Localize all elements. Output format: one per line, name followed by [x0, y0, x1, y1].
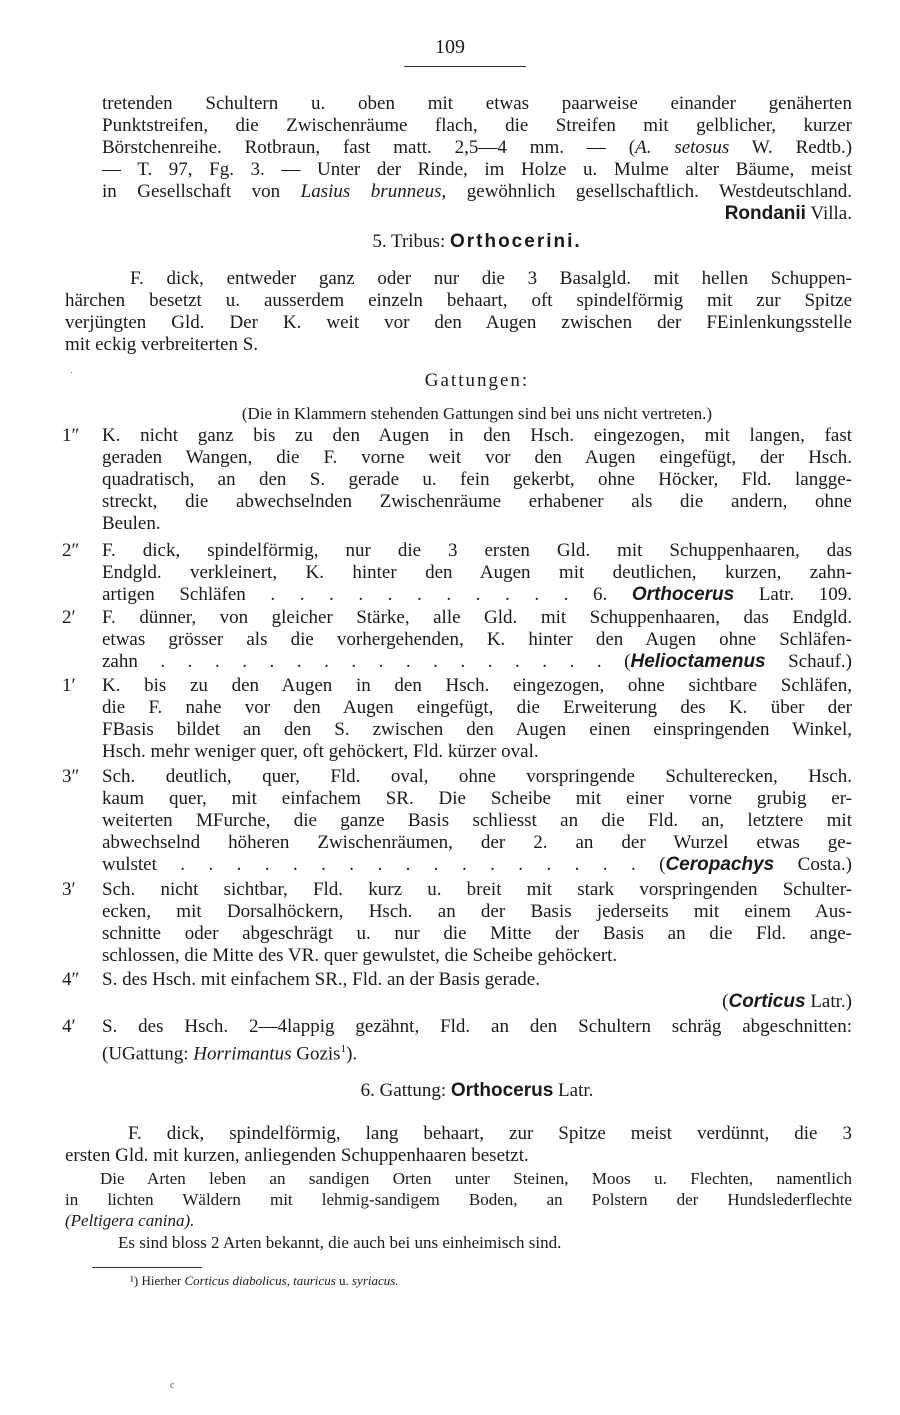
key-number: 4″ [62, 969, 80, 990]
key-line: K. bis zu den Augen in den Hsch. eingezogen, ohne sichtbare Schläfen, [102, 675, 852, 696]
text-line: mit eckig verbreiterten S. [65, 334, 259, 355]
text-span: Börstchenreihe. Rotbraun, fast matt. 2,5—4 mm. — [102, 137, 606, 158]
text-line: ersten Gld. mit kurzen, anliegenden Schuppenhaaren besetzt. [65, 1145, 529, 1166]
text-line [102, 181, 852, 203]
text-line: härchen besetzt u. ausserdem einzeln behaart, oft spindelförmig mit zur Spitze [65, 290, 852, 311]
key-line: S. des Hsch. mit einfachem SR., Fld. an der Basis gerade. [102, 969, 540, 990]
key-line: S. des Hsch. 2—4lappig gezähnt, Fld. an den Schultern schräg abgeschnitten: [102, 1016, 852, 1037]
key-line: FBasis bildet an den S. zwischen den Augen einen einspringenden Winkel, [102, 719, 852, 740]
text-line: F. dick, spindelförmig, lang behaart, zur Spitze meist verdünnt, die 3 [128, 1123, 852, 1144]
key-line: wulstet . . . . . . . . . . . . . . . . . (Ceropachys Costa.) [102, 854, 853, 875]
key-line: quadratisch, an den S. gerade u. fein gekerbt, ohne Höcker, Fld. langge- [102, 469, 852, 490]
text-line: Punktstreifen, die Zwischenräume flach, die Streifen mit gelblicher, kurzer [102, 115, 852, 136]
key-line: ecken, mit Dorsalhöckern, Hsch. an der Basis jederseits mit einem Aus- [102, 901, 852, 922]
key-line: etwas grösser als die vorhergehenden, K. hinter den Augen ohne Schläfen- [102, 629, 852, 650]
key-line: Endgld. verkleinert, K. hinter den Augen mit deutlichen, kurzen, zahn- [102, 562, 852, 583]
footnote-rule [92, 1267, 202, 1268]
key-line: F. dünner, von gleicher Stärke, alle Gld. mit Schuppenhaaren, das Endgld. [102, 607, 852, 628]
species-rondanii: Rondanii Villa. [724, 203, 852, 224]
gattungen-note: (Die in Klammern stehenden Gattungen sind bei uns nicht vertreten.) [241, 404, 713, 423]
footnote: ¹) Hierher Corticus diabolicus, tauricus u. syriacus. [130, 1273, 399, 1288]
key-number: 1′ [62, 675, 76, 696]
key-result: (Corticus Latr.) [722, 991, 852, 1012]
key-line: K. nicht ganz bis zu den Augen in den Hsch. eingezogen, mit langen, fast [102, 425, 852, 446]
key-number: 2′ [62, 607, 76, 628]
genus-helioctamenus: Helioctamenus [630, 651, 766, 672]
genus-orthocerus: Orthocerus [631, 584, 735, 605]
subgenus-horrimantus: Horrimantus [193, 1043, 292, 1065]
key-line: abwechselnd höheren Zwischenräumen, der 2. an der Wurzel etwas ge- [102, 832, 852, 853]
key-number: 3′ [62, 879, 76, 900]
gattung-heading: 6. Gattung: Orthocerus Latr. [360, 1080, 594, 1101]
key-line: weiterten MFurche, die ganze Basis schliesst an die Fld. an, letztere mit [102, 810, 852, 831]
key-line: Hsch. mehr weniger quer, oft gehöckert, Fld. kürzer oval. [102, 741, 539, 762]
text-line: in lichten Wäldern mit lehmig-sandigem Boden, an Polstern der Hundslederflechte [65, 1190, 852, 1209]
text-line: Es sind bloss 2 Arten bekannt, die auch bei uns einheimisch sind. [118, 1233, 562, 1252]
text-line: F. dick, entweder ganz oder nur die 3 Basalgld. mit hellen Schuppen- [130, 268, 852, 289]
text-line: verjüngten Gld. Der K. weit vor den Augen zwischen der FEinlenkungsstelle [65, 312, 852, 333]
text-line: tretenden Schultern u. oben mit etwas paarweise einander genäherten [102, 93, 852, 114]
text-span: in Gesellschaft von [102, 181, 281, 202]
text-line: (Peltigera canina). [65, 1211, 195, 1230]
text-line [102, 137, 852, 159]
genus-corticus: Corticus [728, 991, 806, 1012]
text-line: Die Arten leben an sandigen Orten unter Steinen, Moos u. Flechten, namentlich [100, 1169, 852, 1188]
key-line: streckt, die abwechselnden Zwischenräume erhabener als die andern, ohne [102, 491, 852, 512]
key-line: schlossen, die Mitte des VR. quer gewulstet, die Scheibe gehöckert. [102, 945, 618, 966]
key-line: schnitte oder abgeschrägt u. nur die Mitte der Basis an die Fld. ange- [102, 923, 852, 944]
page-number-rule [404, 66, 526, 67]
key-line: artigen Schläfen . . . . . . . . . . . 6. Orthocerus Latr. 109. [102, 584, 852, 605]
speck: c [170, 1380, 175, 1391]
key-number: 4′ [62, 1016, 76, 1037]
gattungen-heading: Gattungen: [424, 370, 530, 391]
key-line: (UGattung: Horrimantus Gozis$^1$). [102, 1043, 358, 1065]
key-line: geraden Wangen, die F. vorne weit vor den Augen eingefügt, der Hsch. [102, 447, 852, 468]
key-line: Sch. nicht sichtbar, Fld. kurz u. breit mit stark vorspringenden Schulter- [102, 879, 852, 900]
key-number: 3″ [62, 766, 80, 787]
genus-ceropachys: Ceropachys [665, 854, 775, 875]
key-number: 2″ [62, 540, 80, 561]
page-number: 109 [435, 36, 465, 58]
key-line: Beulen. [102, 513, 161, 534]
species-lasius: Lasius brunneus [300, 181, 442, 202]
key-line: zahn . . . . . . . . . . . . . . . . . (Helioctamenus Schauf.) [102, 651, 852, 672]
key-line: die F. nahe vor den Augen eingefügt, die Erweiterung des K. über der [102, 697, 852, 718]
key-number: 1″ [62, 425, 80, 446]
key-line: Sch. deutlich, quer, Fld. oval, ohne vorspringende Schulterecken, Hsch. [102, 766, 852, 787]
text-span: , gewöhnlich gesellschaftlich. Westdeutschland. [441, 181, 853, 202]
key-line: kaum quer, mit einfachem SR. Die Scheibe mit einer vorne grubig er- [102, 788, 852, 809]
speck: · [70, 368, 74, 379]
text-line: — T. 97, Fg. 3. — Unter der Rinde, im Holze u. Mulme alter Bäume, meist [102, 159, 852, 180]
species-ref: (A. setosus W. Redtb.) [628, 137, 853, 158]
key-line: F. dick, spindelförmig, nur die 3 ersten Gld. mit Schuppenhaaren, das [102, 540, 852, 561]
tribus-heading: 5. Tribus: Orthocerini. [372, 231, 582, 252]
